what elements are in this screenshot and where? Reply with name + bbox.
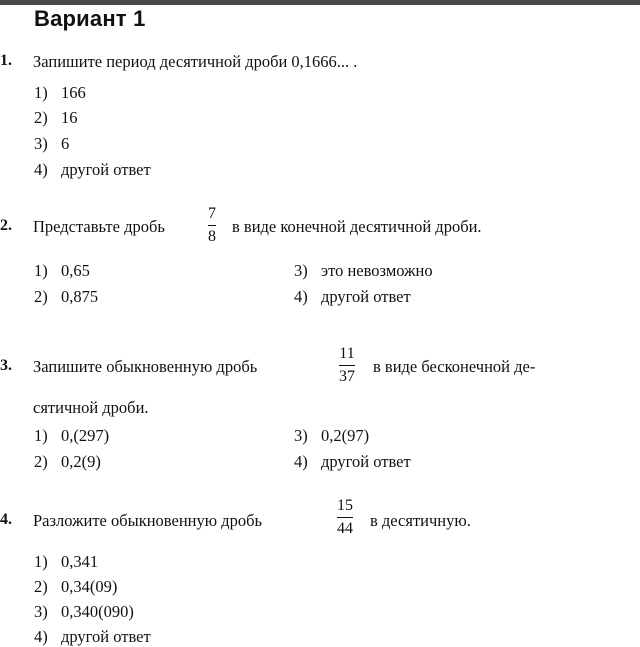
option-number: 1) bbox=[34, 552, 48, 571]
option-number: 4) bbox=[34, 627, 48, 646]
fraction-bar bbox=[339, 365, 355, 366]
option bbox=[34, 261, 90, 281]
option bbox=[34, 577, 117, 597]
option-number: 4) bbox=[294, 287, 308, 306]
option-number: 1) bbox=[34, 83, 48, 102]
option-text: это невозможно bbox=[321, 261, 433, 280]
fraction-numerator: 15 bbox=[337, 497, 353, 514]
option bbox=[34, 426, 109, 446]
fraction-7-8 bbox=[208, 205, 216, 246]
option bbox=[34, 452, 101, 472]
question-text-before: Запишите обыкновенную дробь bbox=[33, 357, 258, 376]
option-text: 0,2(9) bbox=[61, 452, 101, 471]
option bbox=[34, 627, 151, 647]
option bbox=[34, 83, 86, 103]
question-text: Запишите период десятичной дроби 0,1666... . bbox=[33, 52, 358, 71]
option-number: 3) bbox=[34, 134, 48, 153]
top-border bbox=[0, 0, 640, 5]
fraction-denominator: 8 bbox=[208, 228, 216, 246]
page-title: Вариант 1 bbox=[34, 6, 146, 31]
question-text-line2: сятичной дроби. bbox=[33, 398, 149, 417]
question-text-after: в десятичную. bbox=[370, 511, 471, 530]
option-text: другой ответ bbox=[321, 452, 411, 471]
option-number: 2) bbox=[34, 108, 48, 127]
option-text: 6 bbox=[61, 134, 70, 153]
option bbox=[34, 287, 98, 307]
option bbox=[294, 426, 369, 446]
question-text-after: в виде конечной десятичной дроби. bbox=[232, 217, 482, 236]
fraction-bar bbox=[337, 517, 353, 518]
option-text: 0,341 bbox=[61, 552, 99, 571]
option bbox=[34, 160, 151, 180]
option-text: 0,(297) bbox=[61, 426, 110, 445]
question-text-before: Представьте дробь bbox=[33, 217, 165, 236]
fraction-denominator: 37 bbox=[339, 368, 355, 386]
option-number: 2) bbox=[34, 577, 48, 596]
question-text-after: в виде бесконечной де- bbox=[373, 357, 536, 376]
option-number: 1) bbox=[34, 426, 48, 445]
option-number: 3) bbox=[294, 426, 308, 445]
option-text: другой ответ bbox=[61, 160, 151, 179]
question-number: 1. bbox=[0, 52, 12, 69]
option-number: 4) bbox=[294, 452, 308, 471]
fraction-11-37 bbox=[339, 345, 355, 386]
fraction-denominator: 44 bbox=[337, 520, 353, 538]
question-number: 3. bbox=[0, 357, 12, 374]
option-number: 2) bbox=[34, 287, 48, 306]
option-number: 1) bbox=[34, 261, 48, 280]
option-text: 0,875 bbox=[61, 287, 99, 306]
option-number: 4) bbox=[34, 160, 48, 179]
option bbox=[294, 452, 411, 472]
option-text: 0,2(97) bbox=[321, 426, 370, 445]
question-text-before: Разложите обыкновенную дробь bbox=[33, 511, 263, 530]
option-text: другой ответ bbox=[61, 627, 151, 646]
question-number: 2. bbox=[0, 217, 12, 234]
fraction-numerator: 11 bbox=[339, 345, 355, 362]
option bbox=[34, 108, 78, 128]
option-number: 3) bbox=[34, 602, 48, 621]
option-text: другой ответ bbox=[321, 287, 411, 306]
option-number: 3) bbox=[294, 261, 308, 280]
option-text: 0,65 bbox=[61, 261, 90, 280]
question-number: 4. bbox=[0, 511, 12, 528]
option-text: 0,34(09) bbox=[61, 577, 118, 596]
fraction-numerator: 7 bbox=[208, 205, 216, 222]
fraction-15-44 bbox=[337, 497, 353, 538]
option-text: 0,340(090) bbox=[61, 602, 134, 621]
option bbox=[34, 134, 69, 154]
option-text: 16 bbox=[61, 108, 78, 127]
fraction-bar bbox=[208, 225, 216, 226]
option-text: 166 bbox=[61, 83, 86, 102]
option bbox=[294, 261, 433, 281]
option-number: 2) bbox=[34, 452, 48, 471]
option bbox=[34, 602, 134, 622]
option bbox=[34, 552, 98, 572]
option bbox=[294, 287, 411, 307]
